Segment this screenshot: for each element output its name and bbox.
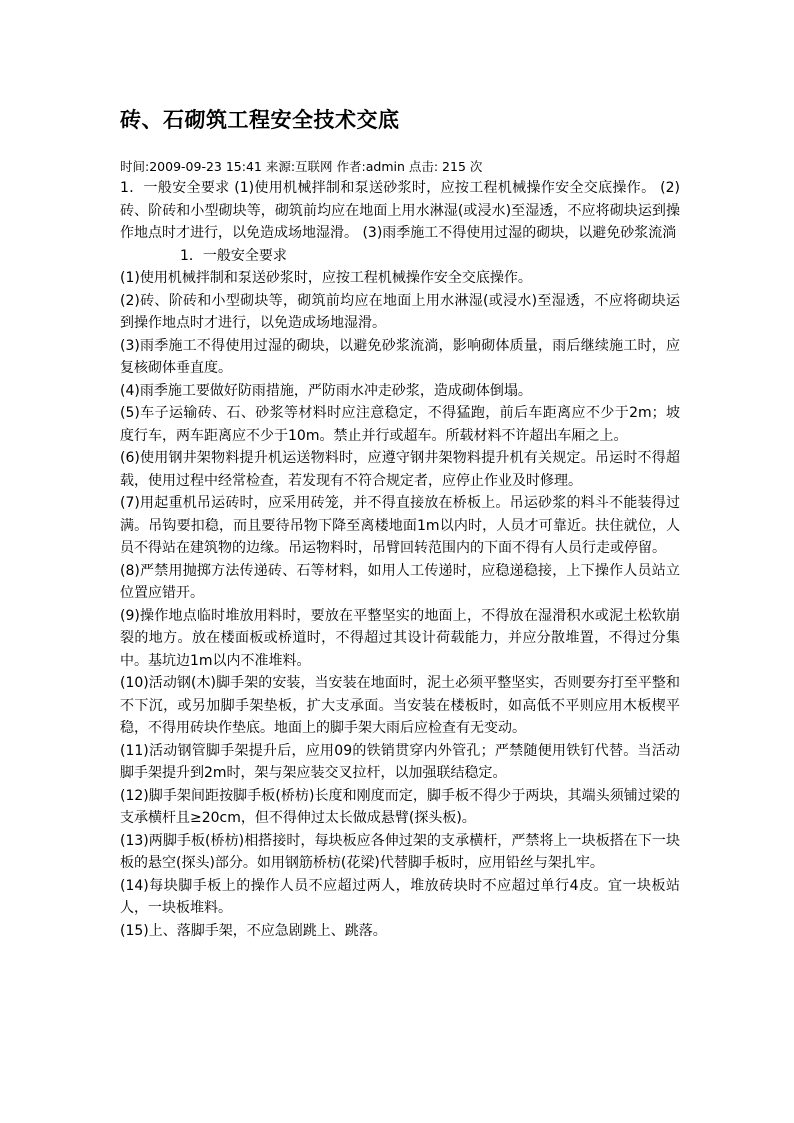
list-item: (15)上、落脚手架，不应急剧跳上、跳落。 (120, 922, 387, 939)
list-item: (8)严禁用抛掷方法传递砖、石等材料，如用人工传递时，应稳递稳接，上下操作人员站立位置应错开。 (120, 562, 680, 601)
list-item: (6)使用钢井架物料提升机运送物料时，应遵守钢井架物料提升机有关规定。吊运时不得超载，使用过程中经常检查，若发现有不符合规定者，应停止作业及时修理。 (120, 450, 680, 489)
page-title: 砖、石砌筑工程安全技术交底 (120, 107, 400, 132)
article-meta: 时间:2009-09-23 15:41 来源:互联网 作者:admin 点击: 215 次 (120, 159, 483, 174)
list-item: (9)操作地点临时堆放用料时，要放在平整坚实的地面上，不得放在湿滑积水或泥土松软崩裂的地方。放在楼面板或桥道时，不得超过其设计荷载能力，并应分散堆置，不得过分集中。基坑边1m以内不准堆料。 (120, 607, 680, 669)
list-item: (5)车子运输砖、石、砂浆等材料时应注意稳定，不得猛跑，前后车距离应不少于2m；坡度行车，两车距离应不少于10m。禁止并行或超车。所载材料不许超出车厢之上。 (120, 405, 680, 444)
article-body (120, 177, 680, 942)
intro-paragraph: 1．一般安全要求 (1)使用机械拌制和泵送砂浆时，应按工程机械操作安全交底操作。 (2)砖、阶砖和小型砌块等，砌筑前均应在地面上用水淋湿(或浸水)至湿透，不应将砌块运到操作地点时才进行，以免造成场地湿滑。 (3)雨季施工不得使用过湿的砌块，以避免砂浆流淌 (120, 180, 680, 241)
list-item: (14)每块脚手板上的操作人员不应超过两人，堆放砖块时不应超过单行4皮。宜一块板站人，一块板堆料。 (120, 877, 680, 916)
list-item: (10)活动钢(木)脚手架的安装，当安装在地面时，泥土必须平整坚实，否则要夯打至平整和不下沉，或另加脚手架垫板，扩大支承面。当安装在楼板时，如高低不平则应用木板楔平稳，不得用砖块作垫底。地面上的脚手架大雨后应检查有无变动。 (120, 675, 680, 736)
list-item: (2)砖、阶砖和小型砌块等，砌筑前均应在地面上用水淋湿(或浸水)至湿透，不应将砌块运到操作地点时才进行，以免造成场地湿滑。 (120, 292, 680, 331)
list-item: (7)用起重机吊运砖时，应采用砖笼，并不得直接放在桥板上。吊运砂浆的料斗不能装得过满。吊钩要扣稳，而且要待吊物下降至离楼地面1m以内时，人员才可靠近。扶住就位，人员不得站在建筑物的边缘。吊运物料时，吊臂回转范围内的下面不得有人员行走或停留。 (120, 495, 680, 556)
list-item: (13)两脚手板(桥枋)相搭接时，每块板应各伸过架的支承横杆，严禁将上一块板搭在下一块板的悬空(探头)部分。如用钢筋桥枋(花梁)代替脚手板时，应用铅丝与架扎牢。 (120, 832, 680, 871)
list-item: (3)雨季施工不得使用过湿的砌块，以避免砂浆流淌，影响砌体质量，雨后继续施工时，应复核砌体垂直度。 (120, 337, 680, 376)
list-item: (11)活动钢管脚手架提升后，应用09的铁销贯穿内外管孔；严禁随便用铁钉代替。当活动脚手架提升到2m时，架与架应装交叉拉杆，以加强联结稳定。 (120, 742, 680, 781)
list-item: (4)雨季施工要做好防雨措施，严防雨水冲走砂浆，造成砌体倒塌。 (120, 382, 532, 399)
list-item: (12)脚手架间距按脚手板(桥枋)长度和刚度而定，脚手板不得少于两块，其端头须铺过梁的支承横杆且≥20cm，但不得伸过太长做成悬臂(探头板)。 (120, 787, 680, 826)
list-item: (1)使用机械拌制和泵送砂浆时，应按工程机械操作安全交底操作。 (120, 270, 532, 286)
section-heading: 1．一般安全要求 (180, 247, 287, 264)
